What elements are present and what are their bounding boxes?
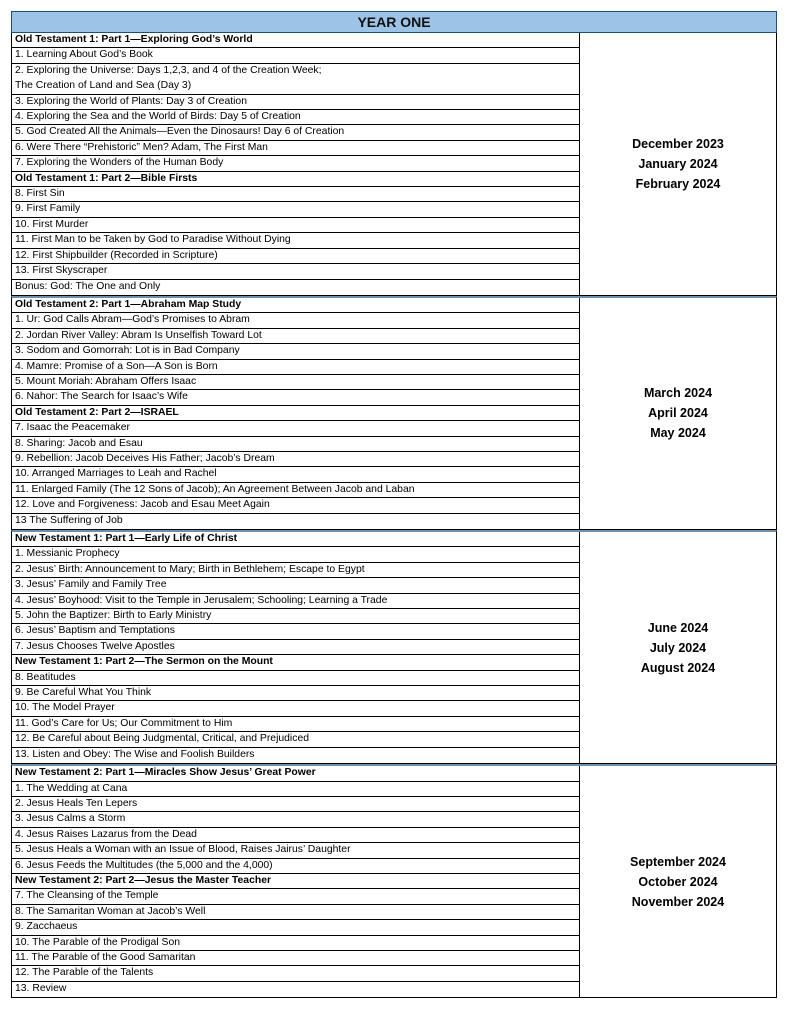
lesson-row: 13. Listen and Obey: The Wise and Foolish Builders bbox=[15, 748, 255, 760]
schedule-section bbox=[11, 33, 777, 296]
table-title: YEAR ONE bbox=[11, 11, 777, 33]
lesson-row: 5. Jesus Heals a Woman with an Issue of Blood, Raises Jairus’ Daughter bbox=[12, 843, 579, 858]
lesson-row: 9. First Family bbox=[12, 202, 579, 217]
lesson-row: 7. Isaac the Peacemaker bbox=[12, 421, 579, 436]
month-label: April 2024 bbox=[648, 406, 708, 421]
lesson-row: 2. Jordan River Valley: Abram Is Unselfish Toward Lot bbox=[12, 329, 579, 344]
lesson-row: 10. The Model Prayer bbox=[12, 701, 579, 716]
lesson-row: 3. Jesus’ Family and Family Tree bbox=[12, 578, 579, 593]
lesson-row: 2. Jesus Heals Ten Lepers bbox=[12, 797, 579, 812]
lesson-row: 6. Nahor: The Search for Isaac’s Wife bbox=[12, 390, 579, 405]
lesson-row: 1. Ur: God Calls Abram—God’s Promises to Abram bbox=[12, 313, 579, 328]
lesson-row: 3. Exploring the World of Plants: Day 3 of Creation bbox=[12, 95, 579, 110]
lesson-row: Bonus: God: The One and Only bbox=[15, 280, 161, 292]
lesson-row: 8. Beatitudes bbox=[12, 671, 579, 686]
unit-header: New Testament 2: Part 2—Jesus the Master Teacher bbox=[12, 874, 579, 889]
month-label: February 2024 bbox=[635, 176, 721, 191]
lesson-row: 10. The Parable of the Prodigal Son bbox=[12, 936, 579, 951]
schedule-section bbox=[11, 530, 777, 764]
lesson-list bbox=[12, 33, 580, 295]
schedule-table bbox=[11, 11, 777, 998]
lesson-row: 6. Jesus’ Baptism and Temptations bbox=[12, 624, 579, 639]
schedule-section bbox=[11, 296, 777, 530]
lesson-row: 7. The Cleansing of the Temple bbox=[12, 889, 579, 904]
lesson-row: 5. God Created All the Animals—Even the Dinosaurs! Day 6 of Creation bbox=[12, 125, 579, 140]
unit-header: Old Testament 1: Part 1—Exploring God’s World bbox=[12, 33, 579, 48]
lesson-row: 4. Jesus’ Boyhood: Visit to the Temple in Jerusalem; Schooling; Learning a Trade bbox=[12, 594, 579, 609]
lesson-row: 5. Mount Moriah: Abraham Offers Isaac bbox=[12, 375, 579, 390]
lesson-row: 12. Love and Forgiveness: Jacob and Esau Meet Again bbox=[12, 498, 579, 513]
month-label: March 2024 bbox=[643, 386, 713, 401]
lesson-row: 12. First Shipbuilder (Recorded in Scripture) bbox=[12, 249, 579, 264]
month-label: January 2024 bbox=[638, 156, 718, 171]
month-label: September 2024 bbox=[630, 854, 726, 869]
month-label: May 2024 bbox=[650, 426, 706, 441]
lesson-row: 11. God’s Care for Us; Our Commitment to Him bbox=[12, 717, 579, 732]
sections-container bbox=[11, 33, 777, 998]
lesson-row: 11. First Man to be Taken by God to Paradise Without Dying bbox=[12, 233, 579, 248]
schedule-section bbox=[11, 764, 777, 998]
unit-header: New Testament 2: Part 1—Miracles Show Jesus’ Great Power bbox=[12, 766, 579, 781]
schedule-months bbox=[580, 766, 776, 997]
lesson-row: 5. John the Baptizer: Birth to Early Ministry bbox=[12, 609, 579, 624]
unit-header: Old Testament 2: Part 2—ISRAEL bbox=[12, 406, 579, 421]
unit-header: New Testament 1: Part 1—Early Life of Christ bbox=[12, 532, 579, 547]
lesson-row: 10. Arranged Marriages to Leah and Rachel bbox=[12, 467, 579, 482]
lesson-row: 10. First Murder bbox=[12, 218, 579, 233]
lesson-row: 9. Be Careful What You Think bbox=[12, 686, 579, 701]
lesson-row: 4. Jesus Raises Lazarus from the Dead bbox=[12, 828, 579, 843]
lesson-row: 1. The Wedding at Cana bbox=[12, 782, 579, 797]
lesson-list bbox=[12, 532, 580, 763]
lesson-row: 2. Jesus’ Birth: Announcement to Mary; Birth in Bethlehem; Escape to Egypt bbox=[12, 563, 579, 578]
lesson-row: 1. Messianic Prophecy bbox=[12, 547, 579, 562]
lesson-row: 3. Jesus Calms a Storm bbox=[12, 812, 579, 827]
lesson-row: 9. Rebellion: Jacob Deceives His Father; Jacob’s Dream bbox=[12, 452, 579, 467]
month-label: December 2023 bbox=[632, 136, 724, 151]
lesson-row: 12. Be Careful about Being Judgmental, Critical, and Prejudiced bbox=[12, 732, 579, 747]
lesson-row: 1. Learning About God’s Book bbox=[12, 48, 579, 63]
lesson-row: 3. Sodom and Gomorrah: Lot is in Bad Company bbox=[12, 344, 579, 359]
lesson-row: 8. Sharing: Jacob and Esau bbox=[12, 437, 579, 452]
lesson-row: 9. Zacchaeus bbox=[12, 920, 579, 935]
lesson-row: 8. First Sin bbox=[12, 187, 579, 202]
lesson-row: 2. Exploring the Universe: Days 1,2,3, and 4 of the Creation Week; bbox=[15, 64, 322, 76]
lesson-row: 13. Review bbox=[15, 982, 67, 994]
month-label: November 2024 bbox=[631, 894, 725, 909]
lesson-list bbox=[12, 298, 580, 529]
lesson-row: 6. Were There “Prehistoric” Men? Adam, The First Man bbox=[12, 141, 579, 156]
lesson-row: 7. Exploring the Wonders of the Human Body bbox=[12, 156, 579, 171]
schedule-months bbox=[580, 532, 776, 763]
month-label: July 2024 bbox=[649, 640, 707, 655]
month-label: October 2024 bbox=[638, 874, 718, 889]
lesson-row: The Creation of Land and Sea (Day 3) bbox=[12, 79, 579, 94]
month-label: June 2024 bbox=[647, 620, 709, 635]
lesson-row: 4. Mamre: Promise of a Son—A Son is Born bbox=[12, 360, 579, 375]
lesson-row: 11. The Parable of the Good Samaritan bbox=[12, 951, 579, 966]
lesson-row: 13. First Skyscraper bbox=[12, 264, 579, 279]
lesson-list bbox=[12, 766, 580, 997]
month-label: August 2024 bbox=[640, 660, 716, 675]
unit-header: Old Testament 2: Part 1—Abraham Map Study bbox=[12, 298, 579, 313]
lesson-row: 12. The Parable of the Talents bbox=[12, 966, 579, 981]
lesson-row: 6. Jesus Feeds the Multitudes (the 5,000 and the 4,000) bbox=[12, 859, 579, 874]
lesson-row: 13 The Suffering of Job bbox=[15, 514, 123, 526]
schedule-months bbox=[580, 33, 776, 295]
lesson-row: 8. The Samaritan Woman at Jacob’s Well bbox=[12, 905, 579, 920]
lesson-row: 7. Jesus Chooses Twelve Apostles bbox=[12, 640, 579, 655]
unit-header: Old Testament 1: Part 2—Bible Firsts bbox=[12, 172, 579, 187]
schedule-months bbox=[580, 298, 776, 529]
lesson-row: 4. Exploring the Sea and the World of Birds: Day 5 of Creation bbox=[12, 110, 579, 125]
unit-header: New Testament 1: Part 2—The Sermon on the Mount bbox=[12, 655, 579, 670]
lesson-row: 11. Enlarged Family (The 12 Sons of Jacob); An Agreement Between Jacob and Laban bbox=[12, 483, 579, 498]
